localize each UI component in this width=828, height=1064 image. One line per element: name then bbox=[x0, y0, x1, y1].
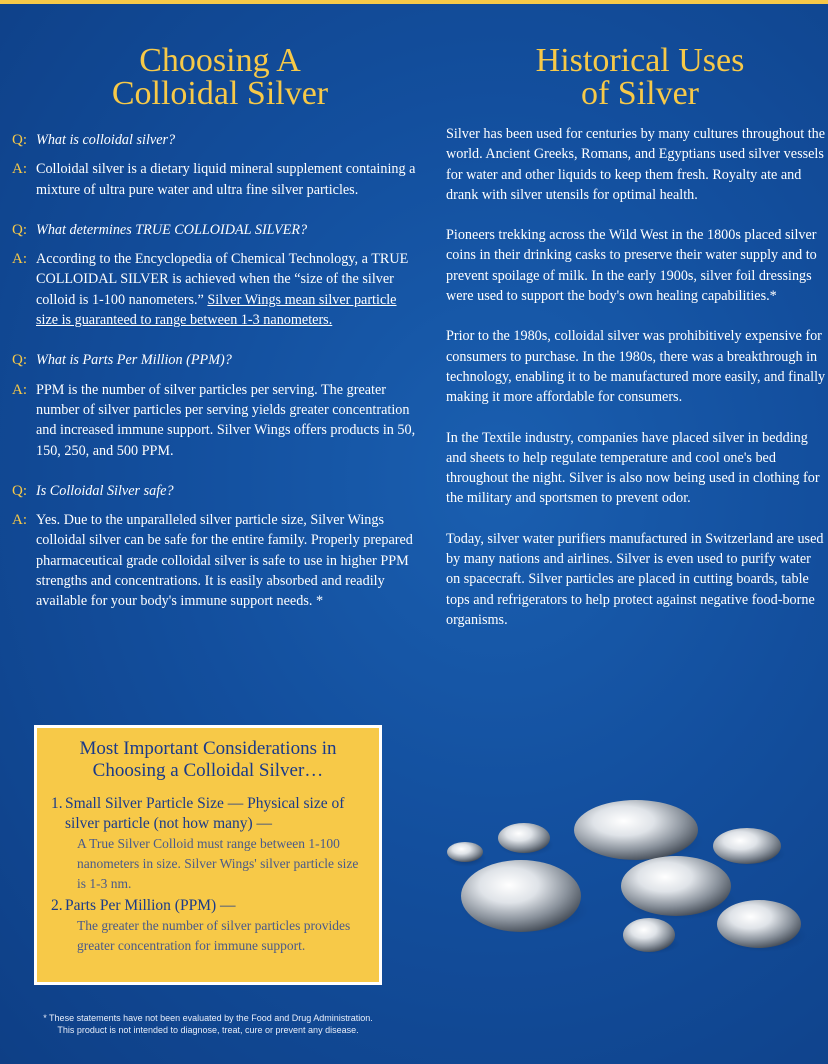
droplet bbox=[717, 900, 807, 952]
fda-disclaimer-line1: * These statements have not been evaluated by the Food and Drug Administration. bbox=[43, 1013, 373, 1023]
considerations-box bbox=[34, 725, 382, 985]
left-title-line2: Colloidal Silver bbox=[111, 75, 329, 112]
answer-label: A: bbox=[12, 251, 27, 268]
consideration-heading: Parts Per Million (PPM) — bbox=[65, 897, 236, 914]
answer-text bbox=[36, 249, 417, 330]
question-text: What is Parts Per Million (PPM)? bbox=[36, 352, 232, 369]
droplet bbox=[621, 856, 737, 920]
consideration-number: 1. bbox=[51, 795, 63, 812]
question-label: Q: bbox=[12, 221, 27, 238]
top-gold-rule bbox=[0, 0, 828, 4]
question-text: What is colloidal silver? bbox=[36, 132, 176, 148]
right-title-line1: Historical Uses bbox=[535, 42, 745, 79]
history-paragraph: Pioneers trekking across the Wild West in the 1800s placed silver coins in their drinking casks to preserve their water supply and to prevent spoilage of milk. In the early 1900s, silver foil dressings were used to support the body's own healing capabilities.* bbox=[446, 227, 817, 305]
right-title bbox=[450, 44, 828, 110]
answer-underlined-claim: Silver Wings mean silver particle size is guaranteed to range between 1-3 nanometers. bbox=[36, 291, 397, 329]
answer-label: A: bbox=[12, 381, 27, 398]
considerations-title bbox=[51, 738, 365, 782]
answer-text: PPM is the number of silver particles per serving. The greater number of silver particles per serving yields greater concentration and increased immune support. Silver Wings offers products in 50, 150, 250, and 500 PPM. bbox=[36, 381, 416, 459]
answer-text-main: According to the Encyclopedia of Chemical Technology, a TRUE COLLOIDAL SILVER is achieved when the “size of the silver colloid is 1-100 nanometers.” bbox=[36, 251, 409, 308]
answer-label: A: bbox=[12, 512, 27, 529]
droplet bbox=[498, 823, 554, 856]
faq-item bbox=[12, 130, 417, 200]
consideration-item bbox=[51, 896, 365, 956]
answer-label: A: bbox=[12, 161, 27, 178]
fda-disclaimer-line2: This product is not intended to diagnose, treat, cure or prevent any disease. bbox=[57, 1025, 359, 1035]
answer-text: Yes. Due to the unparalleled silver particle size, Silver Wings colloidal silver can be safe for the entire family. Properly prepared pharmaceutical grade colloidal silver is safe to use in higher PPM strengths and concentrations. It is easily absorbed and readily available for your body's immune support needs. * bbox=[36, 512, 413, 610]
consideration-heading: Small Silver Particle Size — Physical size of silver particle (not how many) — bbox=[65, 795, 345, 832]
question-text: Is Colloidal Silver safe? bbox=[36, 482, 174, 499]
silver-droplets-illustration bbox=[436, 800, 828, 980]
history-paragraph: Prior to the 1980s, colloidal silver was prohibitively expensive for consumers to purchase. In the 1980s, there was a breakthrough in technology, enabling it to be manufactured more easily, and finally making it more affordable for consumers. bbox=[446, 328, 826, 406]
fda-disclaimer bbox=[18, 1012, 398, 1036]
faq-item bbox=[12, 350, 417, 460]
faq-item bbox=[12, 481, 417, 612]
history-section bbox=[446, 124, 828, 650]
left-title bbox=[40, 44, 400, 110]
consideration-description: A True Silver Colloid must range between 1-100 nanometers in size. Silver Wings' silver particle size is 1-3 nm. bbox=[77, 836, 359, 891]
droplet bbox=[574, 800, 704, 862]
droplet bbox=[461, 860, 589, 934]
history-paragraph: In the Textile industry, companies have placed silver in bedding and sheets to help regulate temperature and cool one's bed throughout the night. Silver is also now being used in clothing for the military and sportsmen to prevent odor. bbox=[446, 429, 820, 507]
left-title-line1: Choosing A bbox=[139, 42, 301, 79]
question-label: Q: bbox=[12, 132, 27, 148]
question-label: Q: bbox=[12, 482, 27, 499]
droplet bbox=[446, 842, 486, 867]
consideration-number: 2. bbox=[51, 897, 63, 914]
considerations-title-line1: Most Important Considerations in bbox=[79, 738, 337, 759]
considerations-title-line2: Choosing a Colloidal Silver… bbox=[92, 760, 324, 781]
droplet bbox=[713, 828, 786, 866]
answer-text: Colloidal silver is a dietary liquid mineral supplement containing a mixture of ultra pure water and ultra fine silver particles. bbox=[36, 161, 416, 198]
question-text: What determines TRUE COLLOIDAL SILVER? bbox=[36, 221, 308, 238]
question-label: Q: bbox=[12, 352, 27, 369]
history-paragraph: Today, silver water purifiers manufactured in Switzerland are used by many nations and airlines. Silver is even used to purify water on spacecraft. Silver particles are placed in cutting boards, table tops and refrigerators to help protect against negative food-borne organisms. bbox=[446, 530, 824, 628]
droplet bbox=[623, 918, 680, 954]
consideration-item bbox=[51, 794, 365, 894]
history-paragraph: Silver has been used for centuries by many cultures throughout the world. Ancient Greeks, Romans, and Egyptians used silver vessels for water and other liquids to keep them fresh. Royalty ate and drank with silver utensils for optimal health. bbox=[446, 126, 826, 203]
right-title-line2: of Silver bbox=[580, 75, 700, 112]
consideration-description: The greater the number of silver particles provides greater concentration for immune support. bbox=[77, 918, 351, 953]
faq-section bbox=[12, 130, 417, 632]
faq-item bbox=[12, 220, 417, 330]
